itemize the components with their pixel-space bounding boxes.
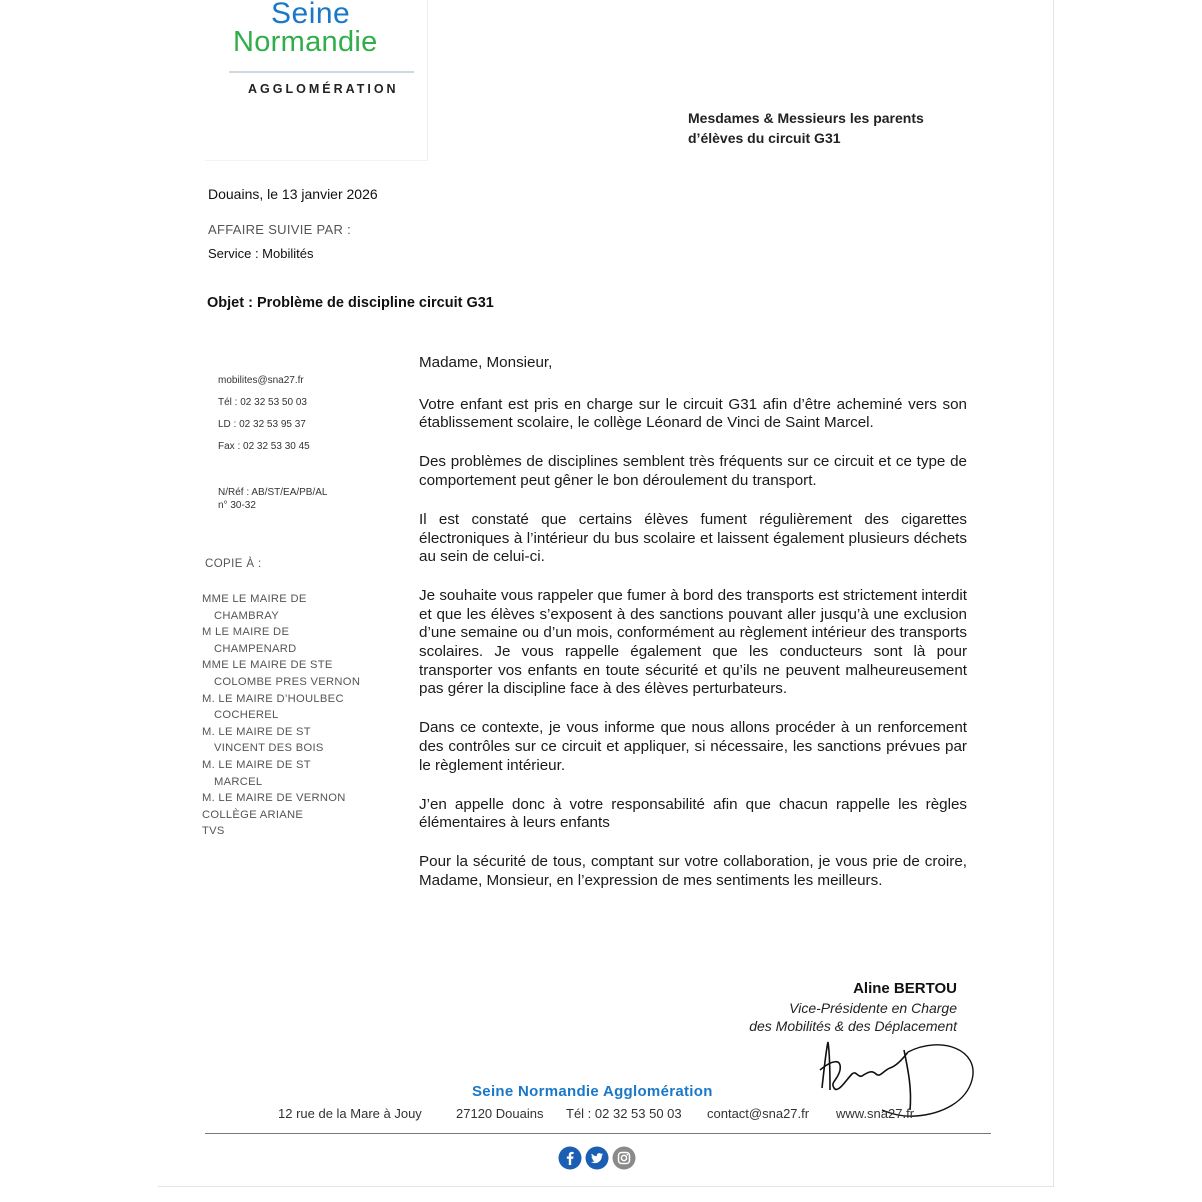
footer-organization: Seine Normandie Agglomération (472, 1083, 713, 1100)
letter-paragraph: Pour la sécurité de tous, comptant sur votre collaboration, je vous prie de croire, Madame, Monsieur, en l’expression de mes sentiments les meilleurs. (419, 853, 967, 889)
logo-normandie: Normandie (233, 26, 378, 58)
footer-website[interactable]: www.sna27.fr (836, 1106, 915, 1121)
copy-to-item: M. LE MAIRE DE ST (202, 758, 311, 771)
contact-ld: LD : 02 32 53 95 37 (218, 419, 306, 430)
footer-city: 27120 Douains (456, 1106, 544, 1121)
copy-to-item: VINCENT DES BOIS (214, 742, 324, 755)
copy-to-item: CHAMPENARD (214, 642, 297, 655)
letter-body (419, 354, 967, 911)
recipient-line: d’élèves du circuit G31 (688, 130, 841, 146)
copy-to-item: MME LE MAIRE DE (202, 593, 307, 605)
copy-to-item: MARCEL (214, 775, 263, 788)
facebook-icon[interactable] (558, 1146, 582, 1170)
place-date: Douains, le 13 janvier 2026 (208, 186, 378, 202)
copy-to-item: TVS (202, 825, 225, 838)
subject-line: Objet : Problème de discipline circuit G31 (207, 295, 494, 311)
footer-tel: Tél : 02 32 53 50 03 (566, 1106, 682, 1121)
twitter-icon[interactable] (585, 1146, 609, 1170)
copy-to-item: M. LE MAIRE D’HOULBEC (202, 692, 344, 705)
contact-tel: Tél : 02 32 53 50 03 (218, 397, 307, 408)
recipient-line: Mesdames & Messieurs les parents (688, 110, 924, 126)
copy-to-item: M LE MAIRE DE (202, 626, 290, 639)
contact-email: mobilites@sna27.fr (218, 375, 304, 386)
letter-paragraph: Dans ce contexte, je vous informe que nous allons procéder à un renforcement des contrôles sur ce circuit et appliquer, si nécessaire, les sanctions prévues par le règlement intérieur. (419, 719, 967, 774)
signer-name: Aline BERTOU (853, 980, 957, 997)
recipient-address (688, 108, 924, 148)
copy-to-item: M. LE MAIRE DE VERNON (202, 792, 346, 805)
reference-line: n° 30-32 (218, 500, 256, 511)
copy-to-list (202, 591, 360, 840)
copy-to-item: MME LE MAIRE DE STE (202, 659, 333, 672)
letter-paragraph: J’en appelle donc à votre responsabilité afin que chacun rappelle les règles élémentaires à leurs enfants (419, 795, 967, 832)
service-name: Service : Mobilités (208, 246, 314, 261)
signer-role-line: des Mobilités & des Déplacement (749, 1018, 957, 1034)
copy-to-item: CHAMBRAY (214, 609, 279, 622)
footer-address: 12 rue de la Mare à Jouy (278, 1106, 422, 1121)
letter-paragraph: Je souhaite vous rappeler que fumer à bord des transports est strictement interdit et que les élèves s’exposent à des sanctions pouvant aller jusqu’à une exclusion d’une semaine ou d’un mois, conformément au règlement intérieur des transports scolaires. Je vous rappelle également que les conducteurs sont là pour transporter vos enfants en toute sécurité et qu’ils ne peuvent malheureusement pas gérer la discipline face à des élèves perturbateurs. (419, 587, 967, 698)
logo-agglomeration: AGGLOMÉRATION (248, 82, 399, 96)
copy-to-item: COLLÈGE ARIANE (202, 808, 304, 821)
letter-paragraph: Il est constaté que certains élèves fument régulièrement des cigarettes électroniques à l’intérieur du bus scolaire et laissent également plusieurs déchets au sein de celui-ci. (419, 510, 967, 566)
copy-to-item: M. LE MAIRE DE ST (202, 725, 311, 738)
letter-paragraph: Des problèmes de disciplines semblent très fréquents sur ce circuit et ce type de comportement peut gêner le bon déroulement du transport. (419, 453, 967, 489)
copy-to-title: COPIE À : (205, 558, 262, 570)
logo-seine: Seine (271, 0, 351, 30)
logo-divider (229, 71, 414, 73)
contact-fax: Fax : 02 32 53 30 45 (218, 441, 310, 452)
letter-paragraph: Votre enfant est pris en charge sur le circuit G31 afin d’être acheminé vers son établissement scolaire, le collège Léonard de Vinci de Saint Marcel. (419, 395, 967, 432)
salutation: Madame, Monsieur, (419, 354, 553, 371)
footer-email[interactable]: contact@sna27.fr (707, 1106, 810, 1121)
followed-by-label: AFFAIRE SUIVIE PAR : (208, 222, 352, 237)
reference-line: N/Réf : AB/ST/EA/PB/AL (218, 487, 328, 498)
footer-divider (205, 1133, 991, 1134)
reference (218, 486, 328, 512)
copy-to-item: COLOMBE PRES VERNON (214, 675, 361, 688)
copy-to-item: COCHEREL (214, 709, 279, 722)
signer-role-line: Vice-Présidente en Charge (789, 1000, 957, 1016)
instagram-icon[interactable] (612, 1146, 636, 1170)
social-icons (558, 1146, 636, 1170)
